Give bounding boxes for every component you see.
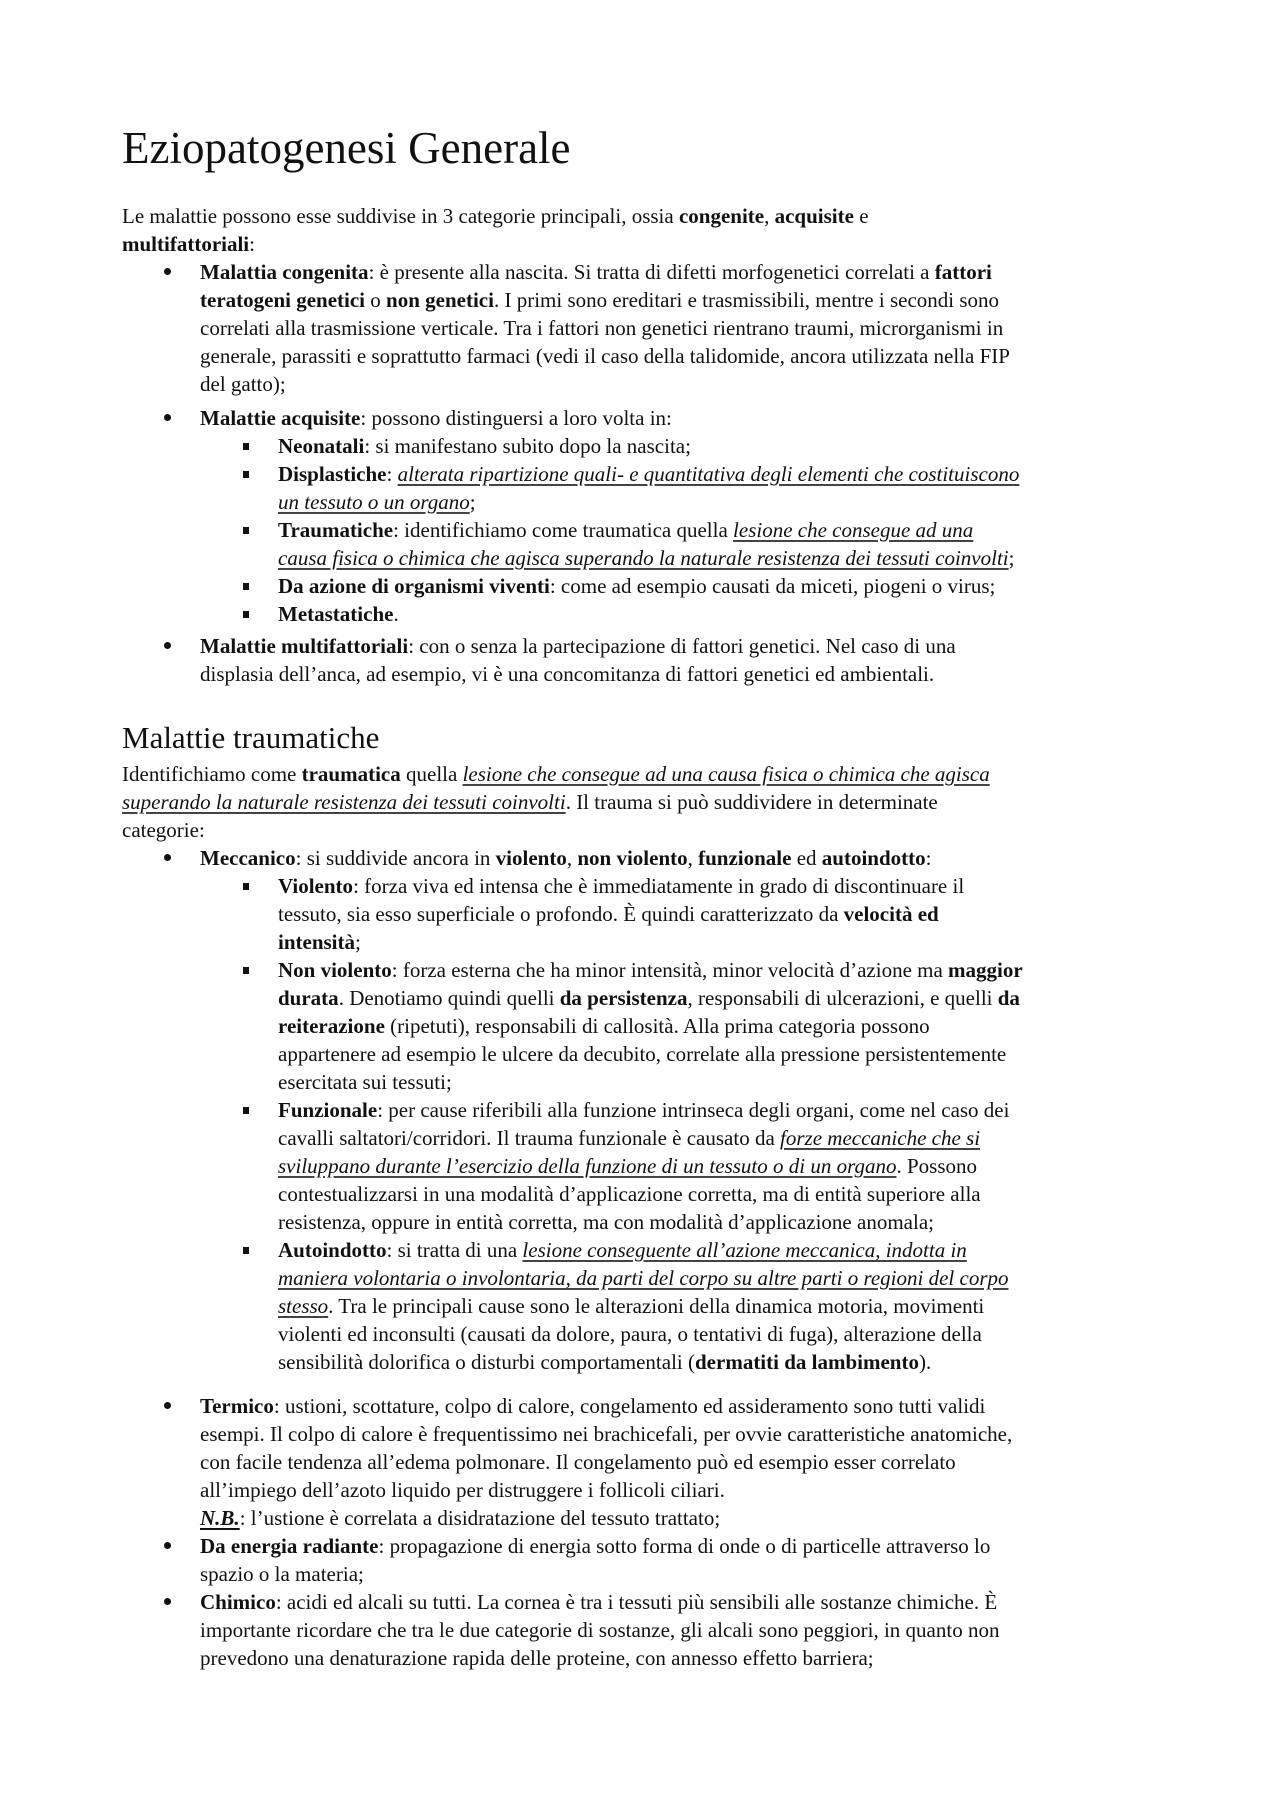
radiante-line-1: Da energia radiante: propagazione di energia sotto forma di onde o di particelle attraverso lo (200, 1534, 991, 1558)
congenita-line-3: correlati alla trasmissione verticale. Tra i fattori non genetici rientrano traumi, microrganismi in (200, 316, 1004, 340)
acquisite-line: Malattie acquisite: possono distinguersi a loro volta in: (200, 406, 672, 430)
square-bullet-icon (243, 583, 249, 590)
funzionale-line-2: cavalli saltatori/corridori. Il trauma funzionale è causato da forze meccaniche che si (278, 1126, 981, 1150)
neonatali-item: Neonatali: si manifestano subito dopo la nascita; (278, 434, 691, 458)
termico-line-3: con facile tendenza all’edema polmonare. Il congelamento può ed esempio esser correlato (200, 1450, 956, 1474)
termico-nb-line: N.B.: l’ustione è correlata a disidratazione del tessuto trattato; (200, 1506, 721, 1530)
chimico-line-1: Chimico: acidi ed alcali su tutti. La cornea è tra i tessuti più sensibili alle sostanze chimiche. È (200, 1590, 998, 1614)
bullet-icon (164, 1402, 171, 1409)
autoindotto-line-3: stesso. Tra le principali cause sono le alterazioni della dinamica motoria, movimenti (278, 1294, 985, 1318)
bullet-icon (164, 854, 171, 861)
intro-line-2: multifattoriali: (122, 232, 255, 256)
section2-para-line-3: categorie: (122, 818, 205, 842)
funzionale-line-1: Funzionale: per cause riferibili alla funzione intrinseca degli organi, come nel caso dei (278, 1098, 1010, 1122)
square-bullet-icon (243, 1107, 249, 1114)
congenita-line-4: generale, parassiti e soprattutto farmaci (vedi il caso della talidomide, ancora utilizzata nella FIP (200, 344, 1010, 368)
multifattoriali-line-2: displasia dell’anca, ad esempio, vi è una concomitanza di fattori genetici ed ambientali. (200, 662, 935, 686)
square-bullet-icon (243, 611, 249, 618)
organismi-item: Da azione di organismi viventi: come ad esempio causati da miceti, piogeni o virus; (278, 574, 996, 598)
square-bullet-icon (243, 967, 249, 974)
radiante-line-2: spazio o la materia; (200, 1562, 364, 1586)
bullet-icon (164, 1598, 171, 1605)
violento-line-2: tessuto, sia esso superficiale o profondo. È quindi caratterizzato da velocità ed (278, 902, 939, 926)
traumatiche-item: Traumatiche: identifichiamo come traumatica quella lesione che consegue ad una (278, 518, 974, 542)
section2-para-line-1: Identifichiamo come traumatica quella lesione che consegue ad una causa fisica o chimica che agisca (122, 762, 990, 786)
violento-line-1: Violento: forza viva ed intensa che è immediatamente in grado di discontinuare il (278, 874, 965, 898)
bullet-icon (164, 268, 171, 275)
autoindotto-line-1: Autoindotto: si tratta di una lesione conseguente all’azione meccanica, indotta in (278, 1238, 967, 1262)
non-violento-line-1: Non violento: forza esterna che ha minor intensità, minor velocità d’azione ma maggior (278, 958, 1023, 982)
violento-line-3: intensità; (278, 930, 361, 954)
square-bullet-icon (243, 883, 249, 890)
bullet-icon (164, 1542, 171, 1549)
traumatiche-item-cont: causa fisica o chimica che agisca superando la naturale resistenza dei tessuti coinvolti; (278, 546, 1015, 570)
funzionale-line-4: contestualizzarsi in una modalità d’applicazione corretta, ma di entità superiore alla (278, 1182, 981, 1206)
square-bullet-icon (243, 527, 249, 534)
non-violento-line-2: durata. Denotiamo quindi quelli da persistenza, responsabili di ulcerazioni, e quelli da (278, 986, 1020, 1010)
intro-line-1: Le malattie possono esse suddivise in 3 categorie principali, ossia congenite, acquisite e (122, 204, 869, 228)
bullet-icon (164, 642, 171, 649)
page-title: Eziopatogenesi Generale (122, 123, 571, 173)
congenita-line-5: del gatto); (200, 372, 286, 396)
chimico-line-3: prevedono una denaturazione rapida delle proteine, con annesso effetto barriera; (200, 1646, 874, 1670)
bullet-icon (164, 414, 171, 421)
non-violento-line-4: appartenere ad esempio le ulcere da decubito, correlate alla pressione persistentemente (278, 1042, 1007, 1066)
funzionale-line-5: resistenza, oppure in entità corretta, ma con modalità d’applicazione anomala; (278, 1210, 934, 1234)
congenita-line-1: Malattia congenita: è presente alla nascita. Si tratta di difetti morfogenetici correlati a fattori (200, 260, 992, 284)
square-bullet-icon (243, 1247, 249, 1254)
termico-line-2: esempi. Il colpo di calore è frequentissimo nei brachicefali, per ovvie caratteristiche anatomiche, (200, 1422, 1013, 1446)
displastiche-item: Displastiche: alterata ripartizione quali- e quantitativa degli elementi che costituiscono (278, 462, 1020, 486)
chimico-line-2: importante ricordare che tra le due categorie di sostanze, gli alcali sono peggiori, in quanto non (200, 1618, 1000, 1642)
funzionale-line-3: sviluppano durante l’esercizio della funzione di un tessuto o di un organo. Possono (278, 1154, 978, 1178)
meccanico-line: Meccanico: si suddivide ancora in violento, non violento, funzionale ed autoindotto: (200, 846, 932, 870)
metastatiche-item: Metastatiche. (278, 602, 399, 626)
square-bullet-icon (243, 443, 249, 450)
non-violento-line-5: esercitata sui tessuti; (278, 1070, 452, 1094)
termico-line-4: all’impiego dell’azoto liquido per distruggere i follicoli ciliari. (200, 1478, 725, 1502)
section-heading: Malattie traumatiche (122, 720, 380, 755)
congenita-line-2: teratogeni genetici o non genetici. I primi sono ereditari e trasmissibili, mentre i secondi sono (200, 288, 1000, 312)
termico-line-1: Termico: ustioni, scottature, colpo di calore, congelamento ed assideramento sono tutti validi (200, 1394, 986, 1418)
square-bullet-icon (243, 471, 249, 478)
non-violento-line-3: reiterazione (ripetuti), responsabili di callosità. Alla prima categoria possono (278, 1014, 930, 1038)
autoindotto-line-5: sensibilità dolorifica o disturbi comportamentali (dermatiti da lambimento). (278, 1350, 932, 1374)
multifattoriali-line-1: Malattie multifattoriali: con o senza la partecipazione di fattori genetici. Nel caso di una (200, 634, 956, 658)
autoindotto-line-2: maniera volontaria o involontaria, da parti del corpo su altre parti o regioni del corpo (278, 1266, 1009, 1290)
displastiche-item-cont: un tessuto o un organo; (278, 490, 476, 514)
section2-para-line-2: superando la naturale resistenza dei tessuti coinvolti. Il trauma si può suddividere in determinate (122, 790, 938, 814)
autoindotto-line-4: violenti ed inconsulti (causati da dolore, paura, o tentativi di fuga), alterazione della (278, 1322, 982, 1346)
